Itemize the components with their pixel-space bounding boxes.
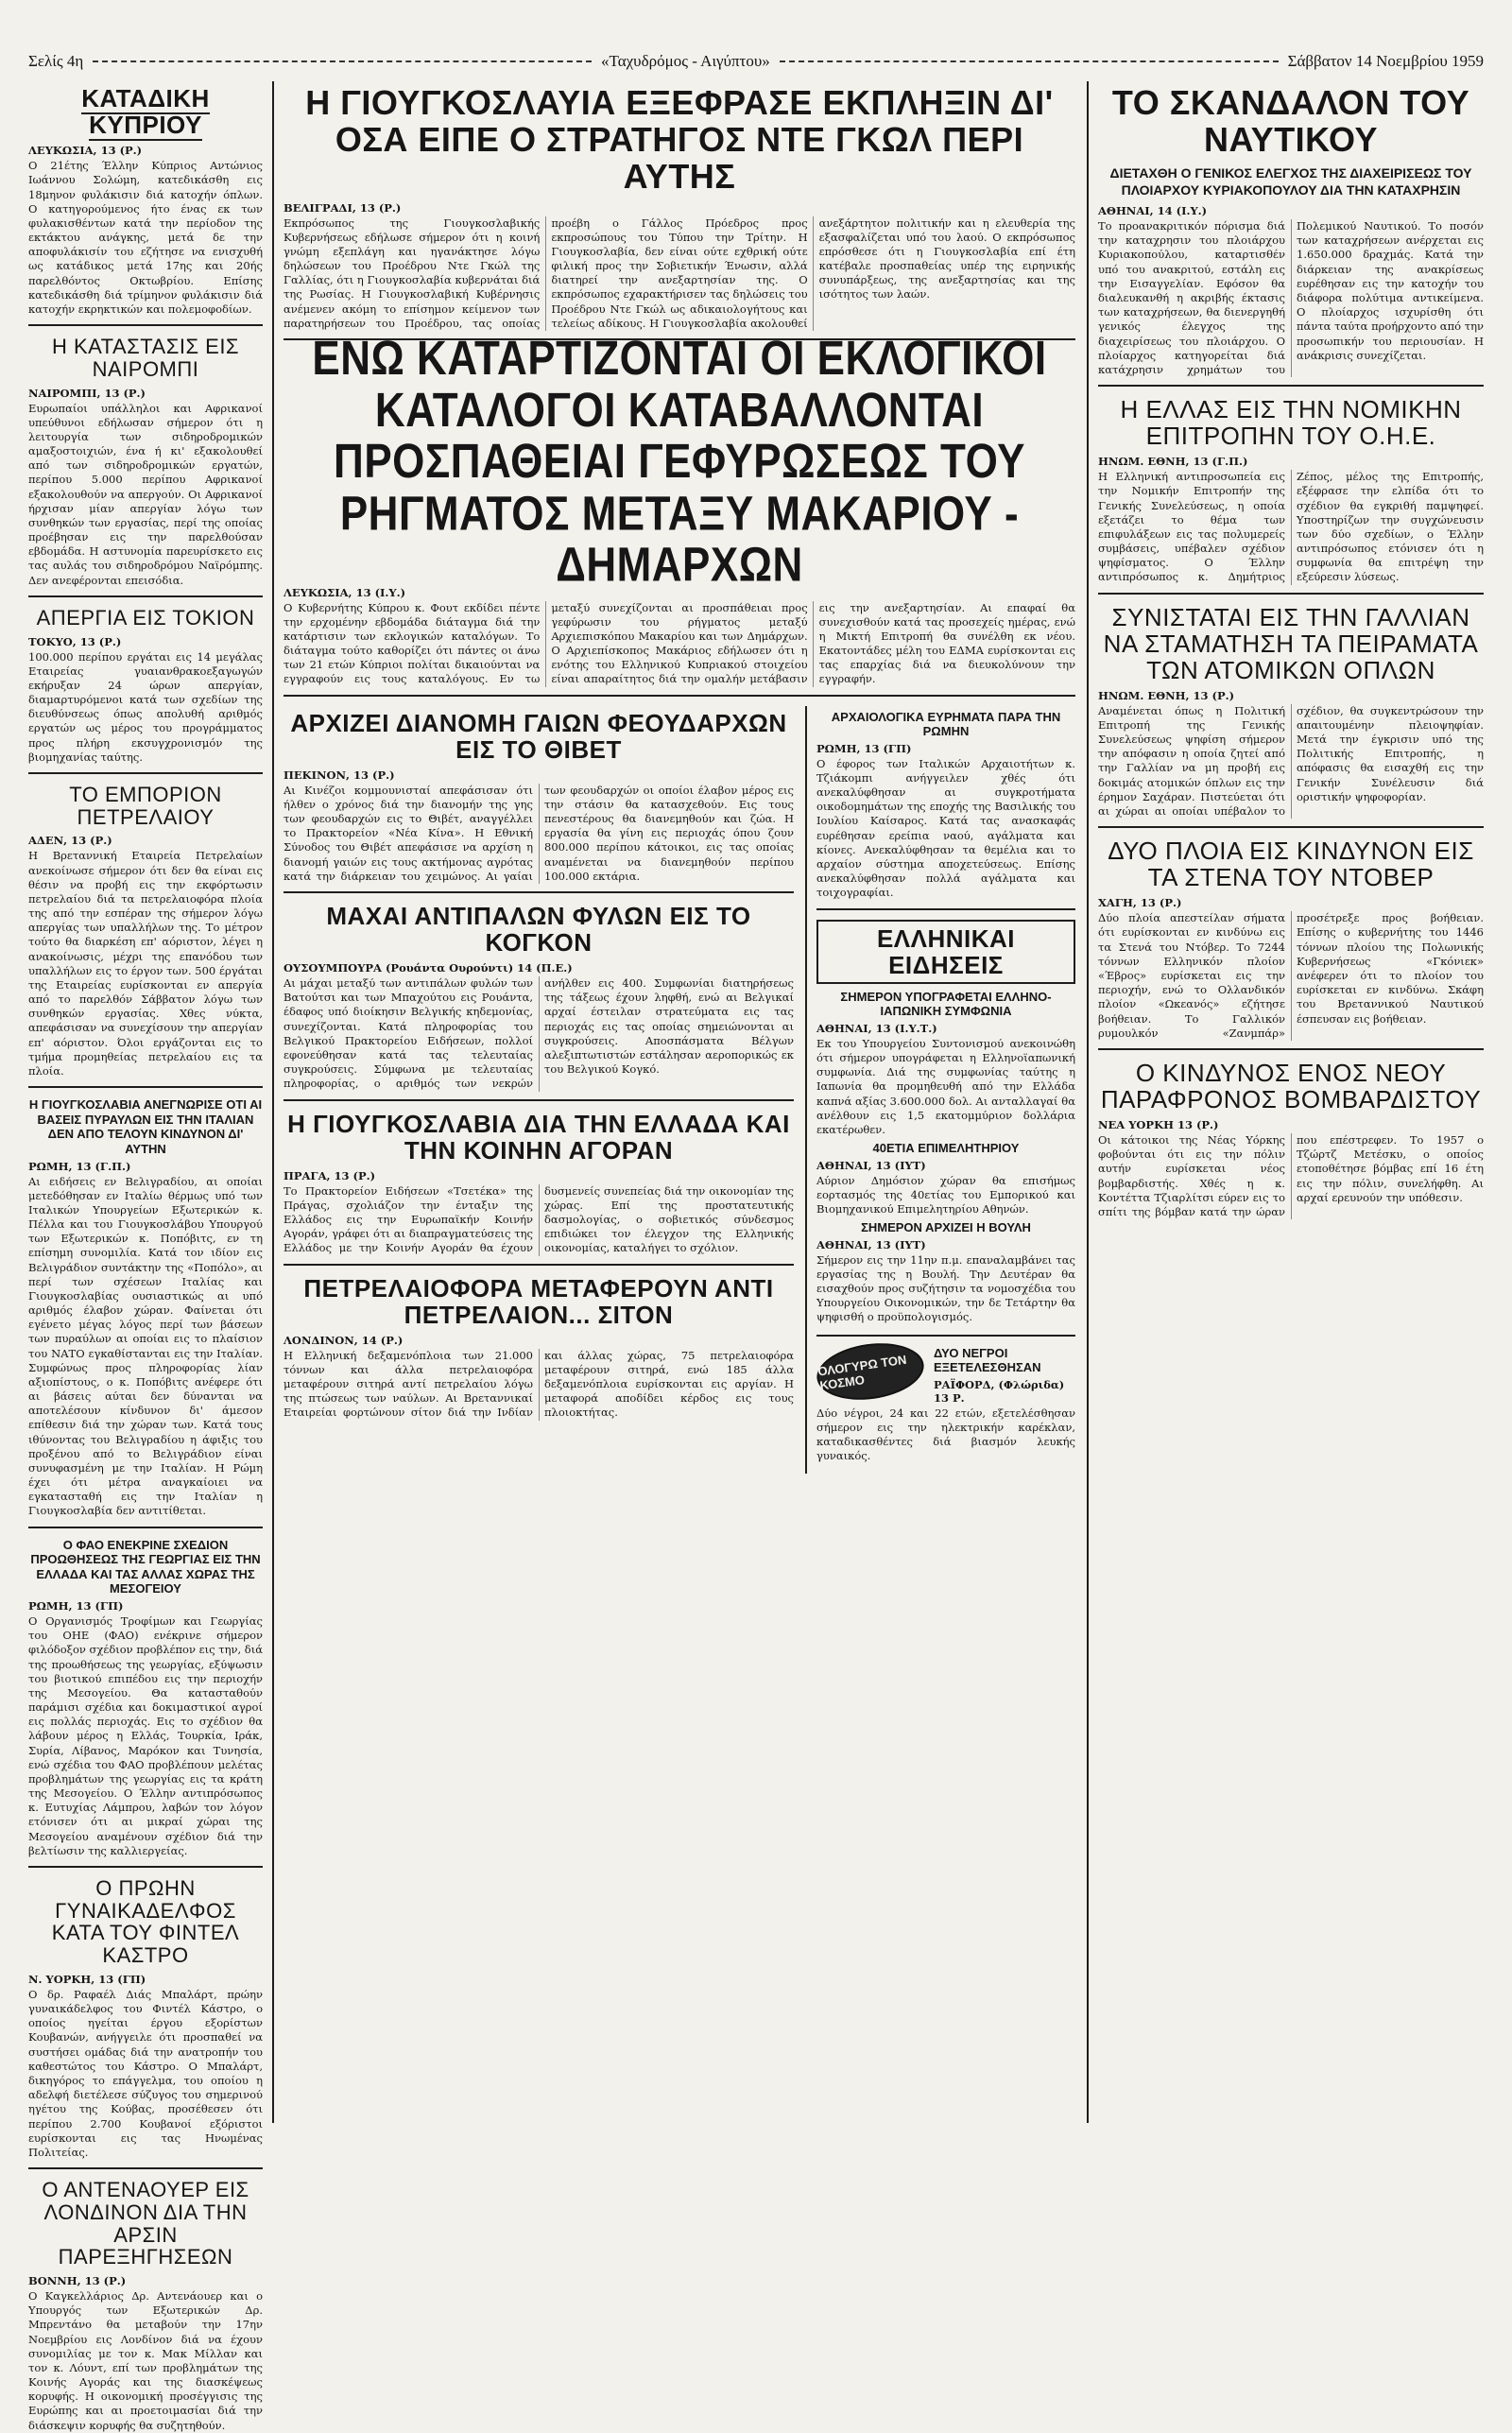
headline: ΔΥΟ ΠΛΟΙΑ ΕΙΣ ΚΙΝΔΥΝΟΝ ΕΙΣ ΤΑ ΣΤΕΝΑ ΤΟΥ ΝΤΟΒΕΡ [1108,837,1474,892]
article-cyprus-conviction [28,85,263,326]
article-yugoslavia-missiles [28,1097,263,1528]
section-greek-news [816,920,1075,1325]
subheadline: ΔΙΕΤΑΧΘΗ Ο ΓΕΝΙΚΟΣ ΕΛΕΓΧΟΣ ΤΗΣ ΔΙΑΧΕΙΡΙΣΕΩΣ ΤΟΥ ΠΛΟΙΑΡΧΟΥ ΚΥΡΙΑΚΟΠΟΥΛΟΥ ΔΙΑ ΤΗΝ ΚΑΤΑΧΡΗΣΙΝ [1109,164,1472,198]
article-body: Ο Καγκελλάριος Δρ. Αντενάουερ και ο Υπουργός των Εξωτερικών Δρ. Μπρεντάνο θα μεταβούν την 17ην Νοεμβρίου εις Λονδίνον διά να έχουν συνομιλίας με τον κ. Μακ Μίλλαν και τον κ. Λόυντ, επί των προβλημάτων της Κοινής Αγοράς και της διασκέψεως κορυφής. Η οικονομική προσέγγισις της Ευρώπης και αι προετοιμασίαι διά την διάσκεψιν κορυφής θα συζητηθούν. [28,2289,263,2432]
dateline: Ν. ΥΟΡΚΗ, 13 (ΓΠ) [28,1972,146,1986]
headline: ΣΗΜΕΡΟΝ ΥΠΟΓΡΑΦΕΤΑΙ ΕΛΛΗΝΟ-ΙΑΠΩΝΙΚΗ ΣΥΜΦΩΝΙΑ [840,989,1052,1019]
article-body: Ευρωπαίοι υπάλληλοι και Αφρικανοί υπεύθυνοι εδήλωσαν σήμερον ότι η λειτουργία των σιδηροδρομικών αμαξοστοιχιών, ένα ή κι' εξακολουθεί από των σιδηροδρομικών εργατών, περίπου 5.000 περίπου Αφρικανοί εξακολουθούν να απεργούν. Οι Αφρικανοί ήρχισαν μίαν απεργίαν λόγω των συνθηκών των εργασίας, περί της οποίας προέβησαν εις την παρελθούσαν εβδομάδα. Η αστυνομία παρευρίσκετο εις τας αυλάς του σιδηροδρόμου Ναϊρόμπης. Δεν ανεφέρονται επεισόδια. [28,401,263,587]
column-right [1098,81,1484,2123]
headline: Ο ΑΝΤΕΝΑΟΥΕΡ ΕΙΣ ΛΟΝΔΙΝΟΝ ΔΙΑ ΤΗΝ ΑΡΣΙΝ ΠΑΡΕΞΗΓΗΣΕΩΝ [42,2178,249,2269]
dateline: ΑΔΕΝ, 13 (Ρ.) [28,834,112,848]
article-fao [28,1538,263,1868]
dateline: ΑΘΗΝΑΙ, 14 (Ι.Υ.) [1098,204,1208,218]
article-tibet [284,710,794,893]
article-congo [284,903,794,1101]
article-body: Αι μάχαι μεταξύ των αντιπάλων φυλών των Βατούτσι και των Μπαχούτου εις Ρουάντα, έδαφος υπό διοίκησιν Βελγικής κηδεμονίας, συνεχίζονται. Κατά πληροφορίας του Βελγικού Πρακτορείου Ειδήσεων, πολλοί εφονεύθησαν κατά τας τελευταίας συγκρούσεις. Σύμφωνα με τελευταίας πληροφορίας, ο αριθμός των νεκρών ανήλθεν εις 400. Συμφωνίαι διατηρήσεως της τάξεως έχουν ληφθή, ενώ αι Βελγικαί αρχαί έστειλαν στρατεύματα εις τας περιοχάς εις τας οποίας σημειώνονται αι συγκρούσεις. Αποσπάσματα Βέλγων αλεξιπτωτιστών εστάλησαν αεροπορικώς εκ του Βελγικού Κογκό. [284,976,794,1091]
article-yugoslavia-degaulle [284,85,1075,340]
dateline: ΛΕΥΚΩΣΙΑ, 13 (Ι.Υ.) [284,585,406,599]
dateline: ΝΕΑ ΥΟΡΚΗ 13 (Ρ.) [1098,1118,1219,1132]
dateline: ΡΑΪΦΟΡΔ, (Φλώριδα) 13 Ρ. [934,1377,1065,1405]
dateline: ΤΟΚΥΟ, 13 (Ρ.) [28,634,122,648]
headline: ΣΗΜΕΡΟΝ ΑΡΧΙΖΕΙ Η ΒΟΥΛΗ [861,1220,1031,1235]
world-section-logo: ΟΛΟΓΥΡΩ ΤΟΝ ΚΟΣΜΟ [814,1337,928,1406]
page-number: Σελίς 4η [28,52,84,70]
article-body: Ο Οργανισμός Τροφίμων και Γεωργίας του ΟΗΕ (ΦΑΟ) ενέκρινε σήμερον φιλόδοξον σχέδιον προβλέπον εις την, διά της προωθήσεως της γεωργίας, εξύψωσιν του βιοτικού επιπέδου εις την περιοχήν της Μεσογείου. Θα κατασταθούν παράμισι σχέδια και δοκιμαστικοί αγροί εις πολλάς περιοχάς. Εις το σχέδιον θα λάβουν μέρος η Ελλάς, Τουρκία, Ιράκ, Συρία, Λίβανος, Μαρόκον και Τυνησία, ενώ σχέδια του ΦΑΟ προβλέπουν μελέτας προβλημάτων της γεωργίας εις τα κράτη της Μεσογείου. Ο Έλλην αντιπρόσωπος κ. Ευτυχίας Λάμπρου, λαβών τον λόγον ετόνισεν ότι αι μικραί χώραι της Μεσογείου αναμένουν σχέδιον διά την βελτίωσιν της καλλιεργείας. [28,1614,263,1857]
article-body: Σήμερον εις την 11ην π.μ. επαναλαμβάνει τας εργασίας της η Βουλή. Την Δευτέραν θα εισαχθούν προς συζήτησιν τα νομοσχέδια του Υπουργείου Οικονομικών, την δε Τετάρτην θα ψηφισθή ο προϋπολογισμός. [816,1252,1075,1324]
headline: ΜΑΧΑΙ ΑΝΤΙΠΑΛΩΝ ΦΥΛΩΝ ΕΙΣ ΤΟ ΚΟΓΚΟΝ [326,901,751,958]
masthead [28,49,1484,74]
headline: 40ΕΤΙΑ ΕΠΙΜΕΛΗΤΗΡΙΟΥ [872,1141,1020,1156]
column-rule-2 [1087,81,1089,2123]
lower-center-right [805,706,1075,1474]
headline: ΕΝΩ ΚΑΤΑΡΤΙΖΟΝΤΑΙ ΟΙ ΕΚΛΟΓΙΚΟΙ ΚΑΤΑΛΟΓΟΙ ΚΑΤΑΒΑΛΛΟΝΤΑΙ ΠΡΟΣΠΑΘΕΙΑΙ ΓΕΦΥΡΩΣΕΩΣ ΤΟΥ ΡΗΓΜΑΤΟΣ ΜΕΤΑΞΥ ΜΑΚΑΡΙΟΥ - ΔΗΜΑΡΧΩΝ [312,332,1047,592]
headline: ΑΡΧΙΖΕΙ ΔΙΑΝΟΜΗ ΓΑΙΩΝ ΦΕΟΥΔΑΡΧΩΝ ΕΙΣ ΤΟ ΘΙΒΕΤ [290,708,787,764]
article-castro [28,1877,263,2169]
article-body: 100.000 περίπου εργάται εις 14 μεγάλας Εταιρείας γυαιανθρακοεξαγωγών εκήρυξαν 24 ώρων απεργίαν, διαμαρτυρόμενοι κατά των σχεδίων της διευθύνσεως όπως απολυθή αριθμός εργατών ως μέρος του προγράμματος προς πλήρη εκσυγχρονισμόν της βιομηχανίας ταύτης. [28,649,263,764]
article-nairobi [28,336,263,597]
article-archaeology [816,710,1075,910]
article-body: Ο Κυβερνήτης Κύπρου κ. Φουτ εκδίδει πέντε την ερχομένην εβδομάδα διάταγμα διά την κατάρτισιν των εκλογικών καταλόγων. Το διάταγμα τούτο καθορίζει ότι πάντες οι άνω των 21 ετών Κύπριοι πολίται δικαιούνται να εγγραφούν εις τους καταλόγους. Εν τω μεταξύ συνεχίζονται αι προσπάθειαι προς γεφύρωσιν του ρήγματος μεταξύ Αρχιεπισκόπου Μακαρίου και των Δημάρχων. Ο Αρχιεπίσκοπος Μακάριος εδήλωσεν ότι η ενότης του Ελληνικού Κυπριακού στοιχείου είναι απαραίτητος διά την ομαλήν μετάβασιν εις την ανεξαρτησίαν. Αι επαφαί θα συνεχισθούν κατά τας προσεχείς ημέρας, ενώ η Μικτή Επιτροπή θα συνέλθη εκ νέου. Εκατοντάδες μέλη του ΕΔΜΑ ευρίσκονται εις τας επαρχίας διά να διευκολύνουν την εγγραφήν. [284,600,1075,686]
article-body: Εκπρόσωπος της Γιουγκοσλαβικής Κυβερνήσεως εδήλωσε σήμερον ότι η κοινή γνώμη εξεπλάγη και ηγανάκτησε λόγω δηλώσεων του Προέδρου Ντε Γκώλ της Γαλλίας, ότι η Γιουγκοσλαβία κυβερνάται διά της Ρωσίας. Η Γιουγκοσλαβική Κυβέρνησις ανέμενεν ακόμη το επίσημον κείμενον των παρατηρήσεων του Προέδρου, τας οποίας προέβη ο Γάλλος Πρόεδρος προς εκπροσώπους του Τύπου την Τρίτην. Η Γιουγκοσλαβία, δεν είναι ούτε εχθρική ούτε φιλική προς την Σοβιετικήν Ένωσιν, αλλά διατηρεί την ανεξαρτησίαν της. Ο εκπρόσωπος εχαρακτήρισεν τας δηλώσεις του Προέδρου Ντε Γκώλ ως αδικαιολογήτους και τελείως αδίκους. Η Γιουγκοσλαβία ακολουθεί ανεξάρτητον πολιτικήν και η ελευθερία της εξασφαλίζεται υπό του λαού. Ο εκπρόσωπος επρόσθεσε ότι η Γιουγκοσλαβία επί έτη κατέβαλε προσπαθείας υπέρ της ειρηνικής συνυπάρξεως, της ανεξαρτησίας και της ισότητος των λαών. [284,216,1075,330]
dateline: ΟΥΣΟΥΜΠΟΥΡΑ (Ρουάντα Ουρούντι) 14 (Π.Ε.) [284,961,573,975]
headline: Ο ΠΡΩΗΝ ΓΥΝΑΙΚΑΔΕΛΦΟΣ ΚΑΤΑ ΤΟΥ ΦΙΝΤΕΛ ΚΑΣΤΡΟ [51,1875,240,1968]
article-oil-trade [28,784,263,1088]
headline: ΔΥΟ ΝΕΓΡΟΙ ΕΞΕΤΕΛΕΣΘΗΣΑΝ [934,1345,1041,1375]
headline: ΑΠΕΡΓΙΑ ΕΙΣ ΤΟΚΙΟΝ [36,605,255,630]
article-body: Η Βρεταννική Εταιρεία Πετρελαίων ανεκοίνωσε σήμερον ότι δεν θα είναι εις θέσιν να προβή εις την εκφόρτωσιν πετρελαίου διά τα πετρελαιοφόρα πλοία της από την εσπέραν της σήμερον λόγω απεργίας των υπαλλήλων της. Το μέτρον τούτο θα διαρκέση επ' αόριστον, λέγει η ανακοίνωσις, μέχρι της επανόδου των υπαλλήλων εις το έργον των. 500 έργάται της Εταιρείας ευρίσκονται εν απεργία από το παρελθόν Σάββατον λόγω των συνθηκών εργασίας. Χθες νύκτα, απεφάσισαν να συνεχίσουν την απεργίαν επ' αόριστον. Όλοι εργάζονται εις το τμήμα προμηθείας πετρελαίου εις τα πλοία. [28,849,263,1078]
article-two-negroes [816,1335,1075,1464]
dateline: ΑΘΗΝΑΙ, 13 (ΙΥΤ) [816,1158,926,1172]
dateline: ΑΘΗΝΑΙ, 13 (Ι.Υ.Τ.) [816,1021,937,1035]
headline: Η ΓΙΟΥΓΚΟΣΛΑΒΙΑ ΑΝΕΓΝΩΡΙΣΕ ΟΤΙ ΑΙ ΒΑΣΕΙΣ ΠΥΡΑΥΛΩΝ ΕΙΣ ΤΗΝ ΙΤΑΛΙΑΝ ΔΕΝ ΑΠΟ ΤΕΛΟΥΝ ΚΙΝΔΥΝΟΝ ΔΙ' ΑΥΤΗΝ [28,1097,263,1156]
dateline: ΧΑΓΗ, 13 (Ρ.) [1098,896,1182,910]
article-body: Η Ελληνική δεξαμενόπλοια των 21.000 τόννων και άλλα πετρελαιοφόρα μεταφέρουν σιτηρά αντί πετρελαίου λόγω της πτώσεως των ναύλων. Αι Βρεταννικαί Εταιρείαι φορτώνουν σίτον διά την Ινδίαν και άλλας χώρας, 75 πετρελαιοφόρα μεταφέρουν σιτηρά, ενώ 185 άλλα δεξαμενόπλοια ευρίσκονται εις αργίαν. Η μεταφορά αποδίδει κέρδος εις τους πλοιοκτήτας. [284,1348,794,1420]
article-body: Ο έφορος των Ιταλικών Αρχαιοτήτων κ. Τζιάκομπι ανήγγειλεν χθές ότι ανεκαλύφθησαν αι συγκροτήματα οικοδομημάτων της εποχής της Βασιλικής του Ιουλίου Καίσαρος. Κατά τας ανασκαφάς ευρέθησαν ερείπια ναού, αγάλματα και κίονες. Ανεκαλύφθησαν τα θεμέλια και το αρχαίον σύστημα αποχετεύσεως. Επίσης ανεκαλύφθησαν πολλά αγάλματα και τοιχογραφίαι. [816,756,1075,900]
article-tokyo-strike [28,607,263,774]
lower-center-block [284,706,1075,1474]
article-tankers [284,1275,794,1421]
dateline: ΠΡΑΓΑ, 13 (Ρ.) [284,1168,376,1182]
headline: ΠΕΤΡΕΛΑΙΟΦΟΡΑ ΜΕΤΑΦΕΡΟΥΝ ΑΝΤΙ ΠΕΤΡΕΛΑΙΟΝ... ΣΙΤΟΝ [303,1273,774,1329]
article-body: Αι Κινέζοι κομμουνισταί απεφάσισαν ότι ήλθεν ο χρόνος διά την διανομήν της γης των φεουδαρχών εις το Θιβέτ, αναγγέλλει το Πρακτορείον «Νέα Κίνα». Η Εθνική Σύνοδος του Θιβέτ απεφάσισε να αρχίση η διανομή γαιών εις τους ακτήμονας αγρότας κατά την διάρκειαν του χειμώνος. Αι γαίαι των φεουδαρχών οι οποίοι έλαβον μέρος εις την στάσιν θα κατασχεθούν. Εις τους πενεστέρους θα διανεμηθούν και ζώα. Η εργασία θα γίνη εις περιοχάς όπου ζουν 800.000 περίπου κάτοικοι, εις τας οποίας αναμένεται να διανεμηθούν περίπου 100.000 εκτάρια. [284,783,794,883]
article-body: Οι κάτοικοι της Νέας Υόρκης φοβούνται ότι εις την πόλιν αυτήν ευρίσκεται νέος βομβαρδιστής. Χθές η κ. Κοντέττα Τζιαρλίτσι εύρεν εις το σπίτι της βόμβαν κατά την ώραν που επέστρεφεν. Το 1957 ο Τζώρτζ Μετέσκυ, ο οποίος ετοποθέτησε βόμβας επί 16 έτη εις την πόλιν, συνελήφθη. Αι αρχαί ερευνούν την υπόθεσιν. [1098,1133,1484,1218]
headline: Η ΚΑΤΑΣΤΑΣΙΣ ΕΙΣ ΝΑΙΡΟΜΠΙ [51,335,240,381]
headline: ΑΡΧΑΙΟΛΟΓΙΚΑ ΕΥΡΗΜΑΤΑ ΠΑΡΑ ΤΗΝ ΡΩΜΗΝ [831,709,1061,739]
headline: Η ΓΙΟΥΓΚΟΣΛΑΒΙΑ ΔΙΑ ΤΗΝ ΕΛΛΑΔΑ ΚΑΙ ΤΗΝ ΚΟΙΝΗΝ ΑΓΟΡΑΝ [287,1109,790,1165]
dateline: ΛΟΝΔΙΝΟΝ, 14 (Ρ.) [284,1333,404,1347]
article-electoral-lists [284,332,1075,697]
dateline: ΠΕΚΙΝΟΝ, 13 (Ρ.) [284,768,395,782]
headline: ΤΟ ΕΜΠΟΡΙΟΝ ΠΕΤΡΕΛΑΙΟΥ [69,782,222,829]
headline: ΣΥΝΙΣΤΑΤΑΙ ΕΙΣ ΤΗΝ ΓΑΛΛΙΑΝ ΝΑ ΣΤΑΜΑΤΗΣΗ ΤΑ ΠΕΙΡΑΜΑΤΑ ΤΩΝ ΑΤΟΜΙΚΩΝ ΟΠΛΩΝ [1103,602,1479,684]
article-body: Η Ελληνική αντιπροσωπεία εις την Νομικήν Επιτροπήν της Γενικής Συνελεύσεως, η οποία εξετάζει το θέμα των επιφυλάξεων εις τας πολυμερείς συμβάσεις, υπέβαλεν σχέδιον ψηφίσματος. Ο Έλλην αντιπρόσωπος κ. Δημήτριος Ζέπος, μέλος της Επιτροπής, εξέφρασε την ελπίδα ότι το σχέδιον θα εγκριθή παμψηφεί. Υποστηρίζων την συγχώνευσιν των δύο σχεδίων, ο Έλλην αντιπρόσωπος ετόνισεν ότι η συμφωνία θα επιτρέψη την εξεύρεσιν λύσεως. [1098,470,1484,584]
headline: ΤΟ ΣΚΑΝΔΑΛΟΝ ΤΟΥ ΝΑΥΤΙΚΟΥ [1111,83,1470,159]
column-left [28,81,263,2432]
paper-name: «Ταχυδρόμος - Αιγύπτου» [601,52,770,70]
article-un-legal [1098,396,1484,595]
dateline: ΒΕΛΙΓΡΑΔΙ, 13 (Ρ.) [284,200,402,215]
lower-center-left [284,706,794,1474]
article-body: Το Πρακτορείον Ειδήσεων «Τσετέκα» της Πράγας, σχολιάζον την ένταξιν της Ελλάδος εις την Ευρωπαϊκήν Κοινήν Αγοράν, γράφει ότι αι διαπραγματεύσεις της Ελλάδος με την Κοινήν Αγοράν θα έχουν δυσμενείς συνεπείας διά την οικονομίαν της χώρας. Επί της προστατευτικής δασμολογίας, ο σοβιετικός σύνδεσμος επιδιώκει τον έλεγχον της Ελληνικής οικονομίας, καταλήγει το σχόλιον. [284,1183,794,1255]
article-adenauer [28,2179,263,2433]
headline: Η ΕΛΛΑΣ ΕΙΣ ΤΗΝ ΝΟΜΙΚΗΝ ΕΠΙΤΡΟΠΗΝ ΤΟΥ Ο.Η.Ε. [1120,395,1462,451]
dateline: ΑΘΗΝΑΙ, 13 (ΙΥΤ) [816,1237,926,1251]
section-title: ΕΛΛΗΝΙΚΑΙ ΕΙΔΗΣΕΙΣ [816,920,1075,984]
article-body: Το προανακριτικόν πόρισμα διά την καταχρησιν του πλοιάρχου Κυριακοπούλου, καταρτισθέν υπό του ανακριτού, εστάλη εις την Εισαγγελίαν. Εφόσον θα διαλευκανθή η ακριβής έκτασις των καταχρήσεων, θα διενεργηθή γενικός έλεγχος της διαχειρίσεως του πλοιάρχου. Ο πλοίαρχος κατηγορείται διά κατάχρησιν χρημάτων του Πολεμικού Ναυτικού. Το ποσόν των καταχρήσεων ανέρχεται εις 1.650.000 δραχμάς. Κατά την διάρκειαν της ανακρίσεως ευρέθησαν εις την κατοχήν του διάφορα πολύτιμα αντικείμενα. Ο πλοίαρχος ισχυρίσθη ότι πάντα ταύτα προήρχοντο από την προσωπικήν του περιουσίαν. Η ανάκρισις συνεχίζεται. [1098,219,1484,376]
article-common-market [284,1111,794,1266]
dateline: ΛΕΥΚΩΣΙΑ, 13 (Ρ.) [28,144,143,158]
article-dover-ships [1098,837,1484,1050]
dateline: ΡΩΜΗ, 13 (ΓΠ) [816,741,912,755]
article-body: Αναμένεται όπως η Πολιτική Επιτροπή της Γενικής Συνελεύσεως ψηφίση σήμερον την απόφασιν η οποία ζητεί από την Γαλλίαν να μη προβή εις δοκιμάς ατομικών όπλων εις την έρημον Σαχάραν. Πιστεύεται ότι αι χώραι αι οποίαι υπέβαλον το σχέδιον, θα συγκεντρώσουν την απαιτουμένην πλειοψηφίαν. Μετά την έγκρισιν υπό της Πολιτικής Επιτροπής, η απόφασις θα εισαχθή εις την Γενικήν Συνέλευσιν διά οριστικήν ψηφοφορίαν. [1098,703,1484,818]
article-body: Δύο πλοία απεστείλαν σήματα ότι ευρίσκονται εν κινδύνω εις τα Στενά του Ντόβερ. Το 7244 τόννων Ελληνικόν πλοίον «Έβρος» ευρίσκεται εις την περιοχήν, ενώ το Ολλανδικόν πλοίον «Ωκεανός» εζήτησε βοήθειαν. Το Γαλλικόν ρυμουλκόν «Ζανμπάρ» προσέτρεξε προς βοήθειαν. Επίσης ο κυβερνήτης του 1446 τόννων πλοίου της Πολωνικής Κυβερνήσεως «Γκόνιεκ» ανέφερεν ότι το πλοίον του ευρίσκεται εν κινδύνω. Σκάφη του Βρεταννικού Ναυτικού έσπευσαν εις βοήθειαν. [1098,911,1484,1040]
headline: Η ΓΙΟΥΓΚΟΣΛΑΥΙΑ ΕΞΕΦΡΑΣΕ ΕΚΠΛΗΞΙΝ ΔΙ' ΟΣΑ ΕΙΠΕ Ο ΣΤΡΑΤΗΓΟΣ ΝΤΕ ΓΚΩΛ ΠΕΡΙ ΑΥΤΗΣ [305,83,1054,196]
column-rule-1 [272,81,274,2123]
dateline: ΡΩΜΗ, 13 (ΓΠ) [28,1599,124,1613]
article-body: Αύριον Δημόσιον χώραν θα επισήμως εορτασμός της 40ετίας του Εμπορικού και Βιομηχανικού Επιμελητηρίου Αθηνών. [816,1173,1075,1216]
column-center [284,81,1075,2123]
issue-date: Σάββατον 14 Νοεμβρίου 1959 [1287,52,1484,70]
dateline: ΡΩΜΗ, 13 (Γ.Π.) [28,1159,131,1173]
headline: ΚΑΤΑΔΙΚΗ ΚΥΠΡΙΟΥ [81,84,210,140]
masthead-rule-right [780,60,1279,62]
dateline: ΒΟΝΝΗ, 13 (Ρ.) [28,2274,127,2288]
dateline: ΝΑΙΡΟΜΠΙ, 13 (Ρ.) [28,386,146,400]
dateline: ΗΝΩΜ. ΕΘΝΗ, 13 (Ρ.) [1098,688,1235,702]
headline: Ο ΦΑΟ ΕΝΕΚΡΙΝΕ ΣΧΕΔΙΟΝ ΠΡΟΩΘΗΣΕΩΣ ΤΗΣ ΓΕΩΡΓΙΑΣ ΕΙΣ ΤΗΝ ΕΛΛΑΔΑ ΚΑΙ ΤΑΣ ΑΛΛΑΣ ΧΩΡΑΣ ΤΗΣ ΜΕΣΟΓΕΙΟΥ [30,1537,261,1596]
article-navy-scandal [1098,85,1484,387]
article-body: Αι ειδήσεις εν Βελιγραδίου, αι οποίαι μετεδόθησαν εν Ιταλίω θέρμως υπό των Ιταλικών Υπουργείων Εξωτερικών κ. Πέλλα και του Γιουγκοσλάβου Υπουργού των Εξωτερικών κ. Ποπόβιτς, εν τη επίσημη συνομιλία. Κατά τον ιδίον εις Βελιγράδιον συντάκτην της «Ποπόλο», αι περί των σχέσεων Ιταλίας και Γιουγκοσλαβίας ουσιαστικώς αι υπό αριθμός έλαβον χώραν. Φαίνεται ότι εγένετο μέγας λόγος περί των βάσεων των πυραύλων αι οποίαι εις το πλαίσιον του ΝΑΤΟ εγκαθίστανται εις την Ιταλίαν. Συμφώνως προς πληροφορίας λίαν αξιοπίστους, ο κ. Ποπόβιτς ανέφερε ότι αι βάσεις αύται δεν δύνανται να αποτελέσουν κίνδυνον δι' άμεσον επίθεσιν διά την χώραν των. Κατά τους ιθύνοντας του Βελιγραδίου η άφιξις του προξένου από το Βελιγράδιον είναι συνυφασμένη με την Ιταλίαν. Η Ρώμη έχει ότι μέτρα αναγκαίοιει να εγκατασταθή εις την Ιταλίαν η Γιουγκοσλαβία δεν αντιτίθεται. [28,1174,263,1518]
article-body: Ο 21έτης Έλλην Κύπριος Αντώνιος Ιωάννου Σολώμη, κατεδικάσθη εις 18μηνον φυλάκισιν διά κατοχήν όπλων. Ο κατηγορούμενος ήτο ένας εκ των φυλακισθέντων κατά την περίοδον της εκτάκτου ανάγκης, μετά δε την αποφυλάκισίν του εζήτησε να ενισχυθή ως κατάδικος μετά 17ης και 20ής παρελθόντος Οκτωβρίου. Επίσης κατεδικάσθη διά τρίμηνον φυλάκισιν διά κατοχήν εκρηκτικών και πολεμοφοδίων. [28,159,263,316]
headline: Ο ΚΙΝΔΥΝΟΣ ΕΝΟΣ ΝΕΟΥ ΠΑΡΑΦΡΟΝΟΣ ΒΟΜΒΑΡΔΙΣΤΟΥ [1100,1058,1482,1113]
masthead-rule-left [93,60,592,62]
article-body: Εκ του Υπουργείου Συντονισμού ανεκοινώθη ότι σήμερον υπογράφεται η Ελληνοϊαπωνική συμφωνία. Διά της συμφωνίας ταύτης η Ιαπωνία θα προμηθευθή από την Ελλάδα καπνά αξίας 3.600.000 δολ. Αι ανταλλαγαί θα ανέλθουν εις 1,5 εκατομμύριον δολλάρια εκατέρωθεν. [816,1036,1075,1136]
article-body: Δύο νέγροι, 24 και 22 ετών, εξετελέσθησαν σήμερον εις την ηλεκτρικήν καρέκλαν, καταδικασθέντες διά βιασμόν λευκής γυναικός. [816,1406,1075,1463]
dateline: ΗΝΩΜ. ΕΘΝΗ, 13 (Γ.Π.) [1098,455,1248,469]
article-bomber [1098,1060,1484,1219]
article-france-atomic [1098,604,1484,829]
article-body: Ο δρ. Ραφαέλ Διάς Μπαλάρτ, πρώην γυναικάδελφος του Φιντέλ Κάστρο, ο οποίος ηγείται έργου εξορίστων Κουβανών, ανήγγειλε ότι προσπαθεί να συστήσει ομάδας διά την ανατροπήν του καθεστώτος του Κάστρο. Ο Μπαλάρτ, δικηγόρος το επάγγελμα, του οποίου η αδελφή διετέλεσε σύζυγος του σημερινού ηγέτου της Κούβας, προσέθεσεν ότι περίπου 2.700 Κουβανοί εξόριστοι ευρίσκονται εις τας Ηνωμένας Πολιτείας. [28,1987,263,2159]
